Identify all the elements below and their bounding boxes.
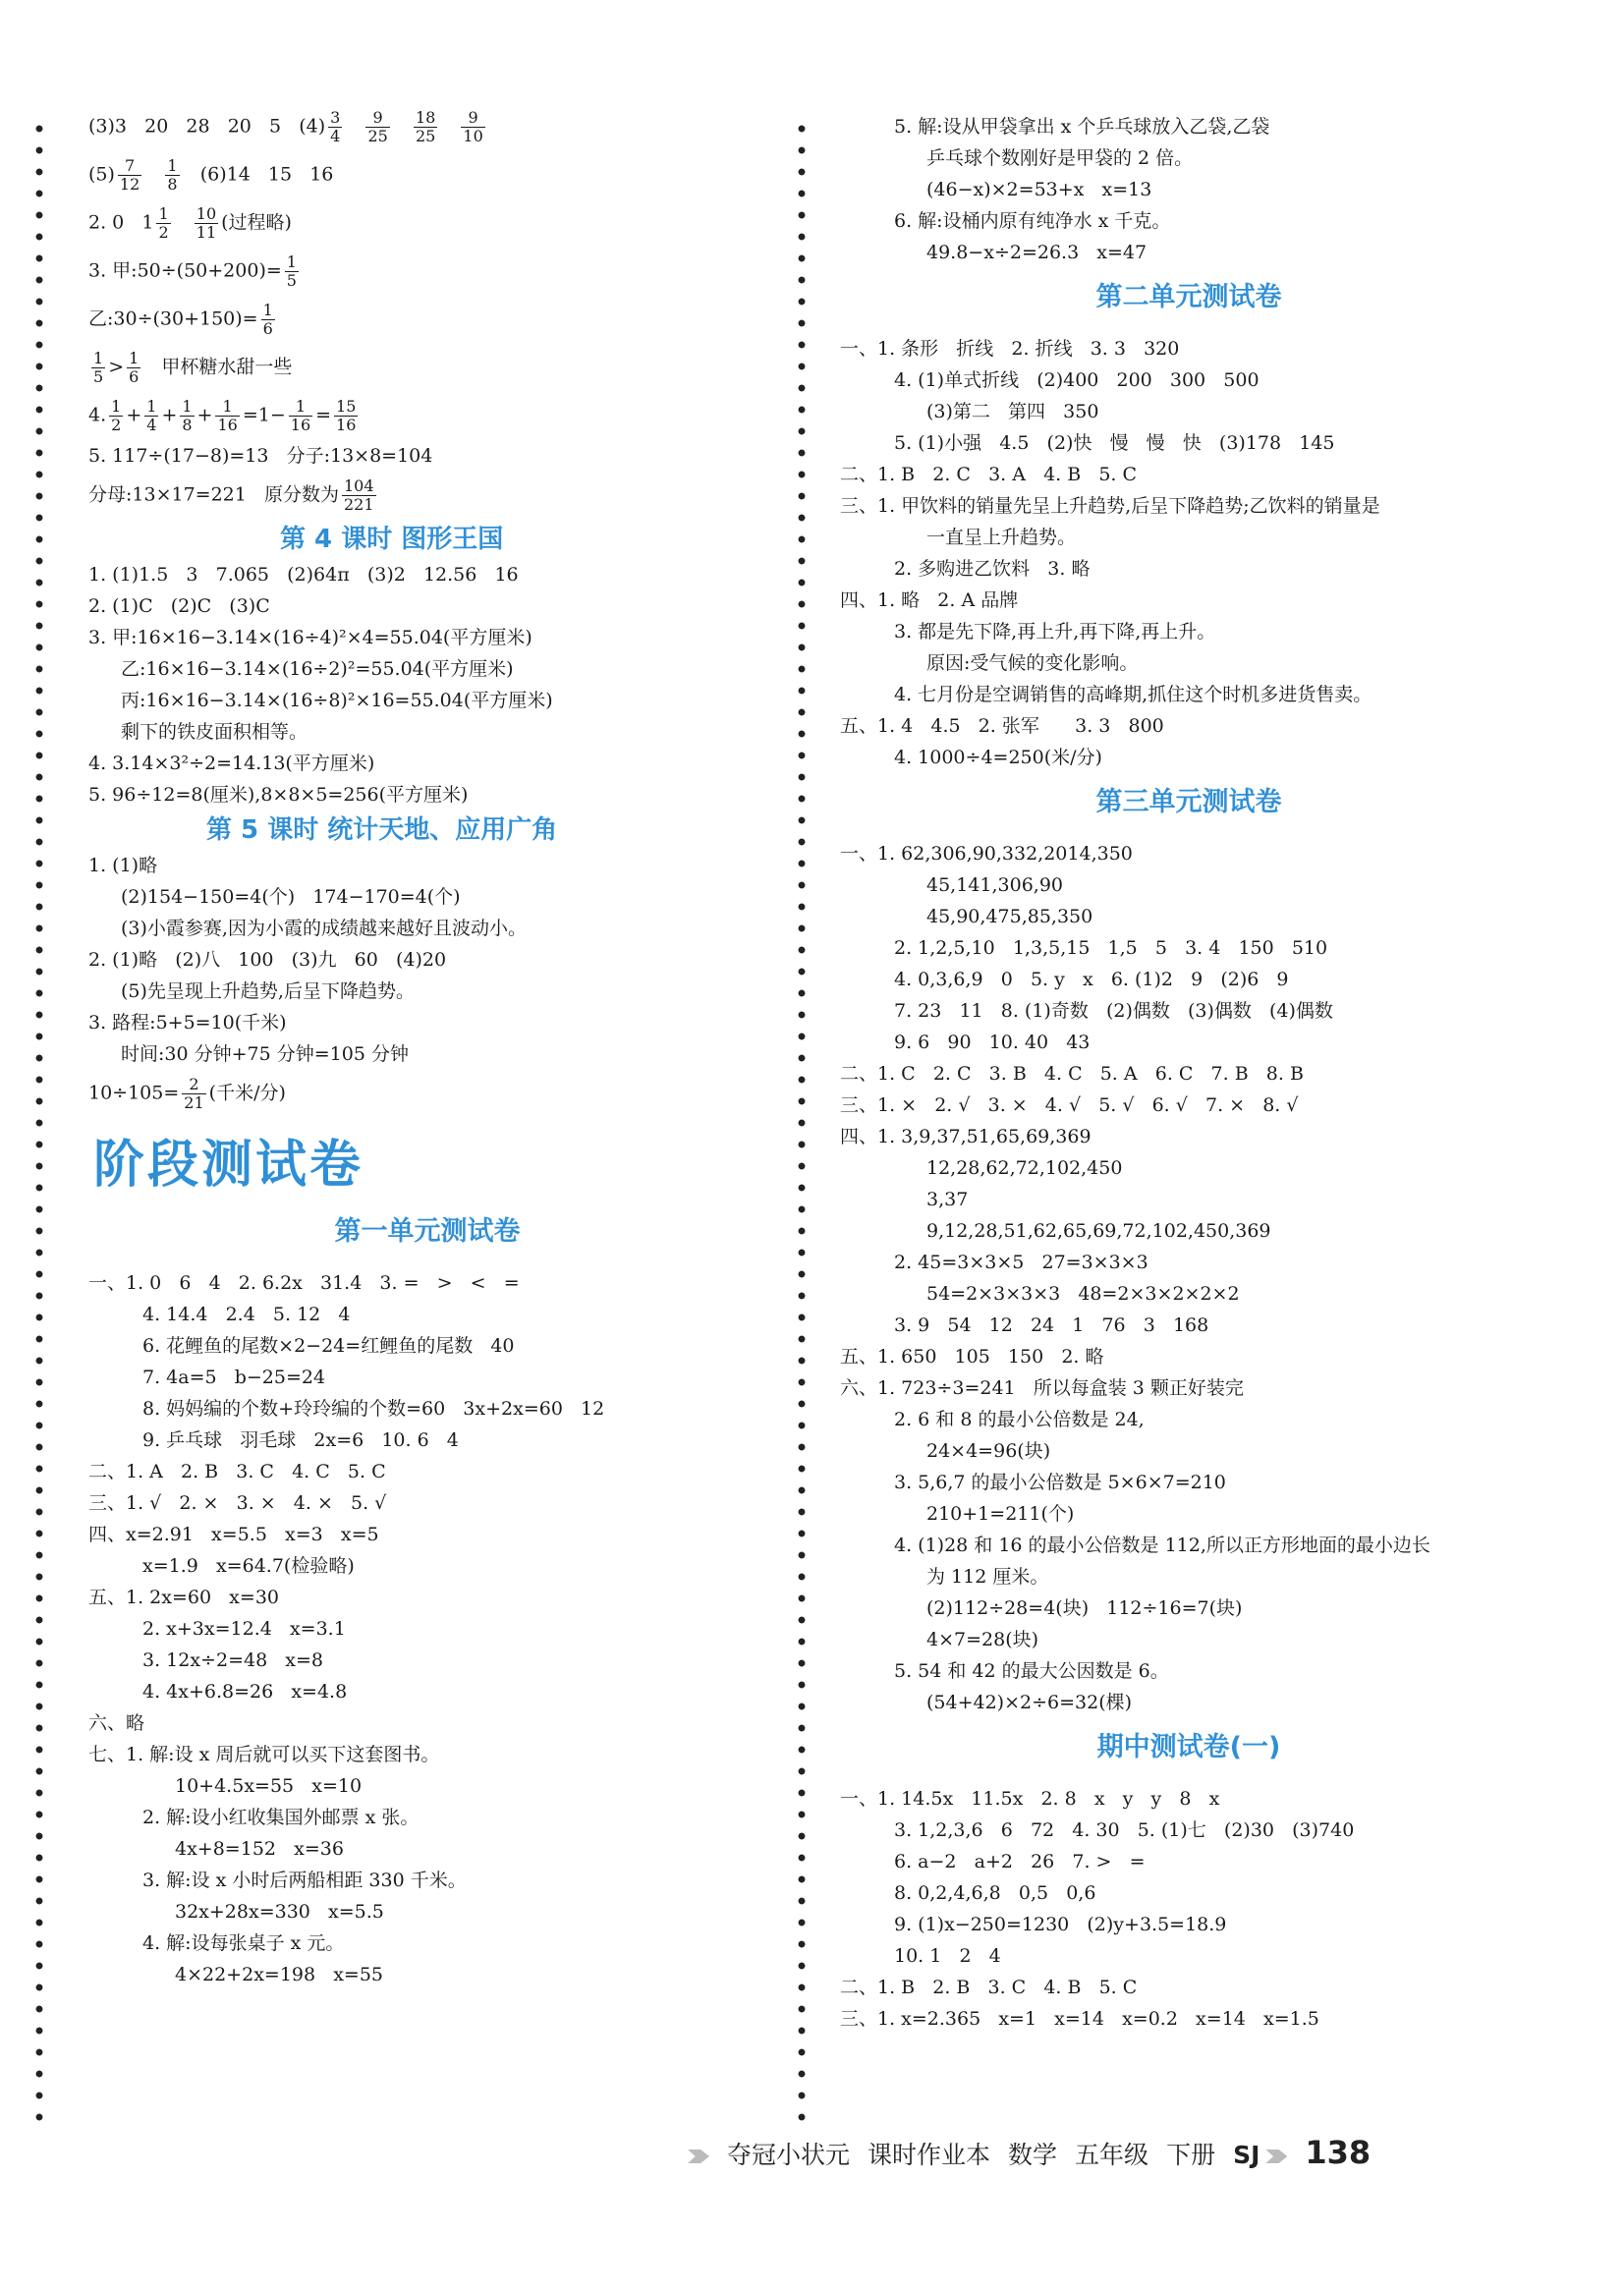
lesson-5-heading: 第 5 课时 统计天地、应用广角 xyxy=(206,815,558,845)
grade: 五年级 xyxy=(1075,2141,1149,2169)
answer-line: 4. 1000÷4=250(米/分) xyxy=(894,747,1102,768)
answer-line: 9,12,28,51,62,65,69,72,102,450,369 xyxy=(926,1220,1271,1242)
answer-line: 分母:13×17=221 原分数为 $\frac{104}{221}$ xyxy=(88,476,374,514)
answer-line: 乒乓球个数刚好是甲袋的 2 倍。 xyxy=(926,147,1194,169)
answer-line: 三、1. × 2. √ 3. × 4. √ 5. √ 6. √ 7. × 8. √ xyxy=(840,1094,1299,1116)
answer-line: 10+4.5x=55 x=10 xyxy=(175,1775,363,1797)
fraction: $\frac{1}{6}$ xyxy=(262,301,273,338)
answer-line: 4. (1)单式折线 (2)400 200 300 500 xyxy=(894,369,1260,391)
answer-line: 五、1. 4 4.5 2. 张军 3. 3 800 xyxy=(840,715,1164,737)
fraction: $\frac{1}{8}$ xyxy=(182,397,193,434)
answer-line: 4. 解:设每张桌子 x 元。 xyxy=(142,1932,345,1954)
fraction: $\frac{15}{16}$ xyxy=(336,397,357,434)
fraction: $\frac{1}{16}$ xyxy=(290,397,311,434)
answer-line: 6. 解:设桶内原有纯净水 x 千克。 xyxy=(894,210,1171,232)
answer-line: 一、1. 0 6 4 2. 6.2x 31.4 3. = > < = xyxy=(88,1272,520,1294)
answer-line: (3)小霞参赛,因为小霞的成绩越来越好且波动小。 xyxy=(121,918,527,939)
binding-dots-left xyxy=(35,118,43,2132)
fraction: $\frac{10}{11}$ xyxy=(196,204,217,242)
answer-line: 32x+28x=330 x=5.5 xyxy=(175,1901,384,1923)
answer-line: 二、1. B 2. C 3. A 4. B 5. C xyxy=(840,464,1138,485)
fraction: $\frac{1}{5}$ xyxy=(93,349,104,386)
fraction: $\frac{7}{12}$ xyxy=(119,156,140,194)
answer-line: 3. 都是先下降,再上升,再下降,再上升。 xyxy=(894,621,1216,642)
lesson-4-heading: 第 4 课时 图形王国 xyxy=(280,525,504,554)
answer-line: 2. 多购进乙饮料 3. 略 xyxy=(894,558,1091,580)
answer-line: (5)先呈现上升趋势,后呈下降趋势。 xyxy=(121,980,415,1002)
fraction: $\frac{1}{8}$ xyxy=(167,156,178,194)
answer-line: 3. 解:设 x 小时后两船相距 330 千米。 xyxy=(142,1870,467,1891)
answer-line: 2. (1)略 (2)八 100 (3)九 60 (4)20 xyxy=(88,949,447,971)
answer-line: 3. 甲:16×16−3.14×(16÷4)²×4=55.04(平方厘米) xyxy=(88,627,532,648)
answer-line: 24×4=96(块) xyxy=(926,1440,1051,1462)
answer-line: 五、1. 2x=60 x=30 xyxy=(88,1587,279,1608)
answer-line: 2. 45=3×3×5 27=3×3×3 xyxy=(894,1252,1148,1273)
answer-line: $\frac{1}{5}$ > $\frac{1}{6}$ 甲杯糖水甜一些 xyxy=(93,349,293,386)
answer-line: 2. (1)C (2)C (3)C xyxy=(88,595,270,617)
answer-line: 7. 4a=5 b−25=24 xyxy=(142,1367,326,1388)
answer-line: (46−x)×2=53+x x=13 xyxy=(926,179,1152,200)
answer-line: (5) $\frac{7}{12}$ $\frac{1}{8}$ (6)14 15 16 xyxy=(88,156,334,194)
unit-3-heading: 第三单元测试卷 xyxy=(1095,787,1282,817)
answer-line: 五、1. 650 105 150 2. 略 xyxy=(840,1346,1104,1368)
answer-line: 二、1. A 2. B 3. C 4. C 5. C xyxy=(88,1461,386,1482)
answer-line: 10÷105= $\frac{2}{21}$ (千米/分) xyxy=(88,1075,286,1112)
fraction: $\frac{1}{16}$ xyxy=(217,397,238,434)
answer-line: 3. 12x÷2=48 x=8 xyxy=(142,1649,324,1671)
answer-line: 5. 96÷12=8(厘米),8×8×5=256(平方厘米) xyxy=(88,784,469,806)
answer-line: (3)3 20 28 20 5 (4) $\frac{3}{4}$ $\frac{9}{25}$ $\frac{18}{25}$ $\frac{9}{10}$ xyxy=(88,108,483,145)
fraction: $\frac{1}{4}$ xyxy=(146,397,157,434)
answer-line: 6. 花鲤鱼的尾数×2−24=红鲤鱼的尾数 40 xyxy=(142,1335,515,1357)
answer-line: 乙:16×16−3.14×(16÷2)²=55.04(平方厘米) xyxy=(121,658,514,680)
answer-line: 1. (1)略 xyxy=(88,855,158,876)
answer-line: 四、1. 3,9,37,51,65,69,369 xyxy=(840,1126,1092,1147)
fraction: $\frac{9}{10}$ xyxy=(463,108,483,145)
answer-line: 9. 6 90 10. 40 43 xyxy=(894,1032,1091,1053)
page-footer xyxy=(688,2134,1572,2171)
answer-line: 45,141,306,90 xyxy=(926,874,1064,896)
answer-line: 9. (1)x−250=1230 (2)y+3.5=18.9 xyxy=(894,1914,1227,1935)
answer-line: 六、1. 723÷3=241 所以每盒装 3 颗正好装完 xyxy=(840,1377,1244,1399)
answer-line: 三、1. √ 2. × 3. × 4. × 5. √ xyxy=(88,1492,387,1514)
answer-line: 二、1. C 2. C 3. B 4. C 5. A 6. C 7. B 8. B xyxy=(840,1063,1304,1085)
fraction: $\frac{1}{2}$ xyxy=(111,397,122,434)
answer-line: 4. 4x+6.8=26 x=4.8 xyxy=(142,1681,348,1703)
answer-line: 4. $\frac{1}{2}$ + $\frac{1}{4}$ + $\frac{1}{8}$ + $\frac{1}{16}$ =1− $\frac{1}{16}$ = $\frac{15}{16}$ xyxy=(88,397,357,434)
answer-line: 8. 妈妈编的个数+玲玲编的个数=60 3x+2x=60 12 xyxy=(142,1398,605,1420)
answer-line: 5. 117÷(17−8)=13 分子:13×8=104 xyxy=(88,445,433,467)
unit-1-heading: 第一单元测试卷 xyxy=(334,1216,521,1247)
answer-line: 六、略 xyxy=(88,1712,145,1734)
answer-line: x=1.9 x=64.7(检验略) xyxy=(142,1555,355,1577)
answer-line: 4. 0,3,6,9 0 5. y x 6. (1)2 9 (2)6 9 xyxy=(894,969,1289,990)
answer-line: 原因:受气候的变化影响。 xyxy=(926,652,1139,674)
answer-line: 时间:30 分钟+75 分钟=105 分钟 xyxy=(121,1043,409,1065)
answer-line: 4. 3.14×3²÷2=14.13(平方厘米) xyxy=(88,753,375,774)
midterm-heading: 期中测试卷(一) xyxy=(1096,1732,1281,1762)
answer-line: 4x+8=152 x=36 xyxy=(175,1838,344,1860)
page-number: 138 xyxy=(1305,2134,1372,2171)
answer-line: 四、x=2.91 x=5.5 x=3 x=5 xyxy=(88,1524,379,1545)
fraction: $\frac{1}{5}$ xyxy=(286,252,297,290)
fraction: $\frac{18}{25}$ xyxy=(415,108,436,145)
answer-line: 2. 1,2,5,10 1,3,5,15 1,5 5 3. 4 150 510 xyxy=(894,937,1328,959)
answer-line: 七、1. 解:设 x 周后就可以买下这套图书。 xyxy=(88,1744,440,1765)
volume: 下册 xyxy=(1166,2141,1216,2169)
answer-line: 丙:16×16−3.14×(16÷8)²×16=55.04(平方厘米) xyxy=(121,690,553,711)
stage-test-heading: 阶段测试卷 xyxy=(93,1136,364,1195)
answer-line: 2. x+3x=12.4 x=3.1 xyxy=(142,1618,346,1640)
answer-line: (2)154−150=4(个) 174−170=4(个) xyxy=(121,886,461,908)
answer-line: 二、1. B 2. B 3. C 4. B 5. C xyxy=(840,1977,1138,1998)
answer-line: 2. 6 和 8 的最小公倍数是 24, xyxy=(894,1409,1145,1430)
answer-line: (54+42)×2÷6=32(棵) xyxy=(926,1692,1133,1713)
fraction: $\frac{9}{25}$ xyxy=(367,108,388,145)
brand-name: 夺冠小状元 xyxy=(727,2141,851,2169)
answer-line: 三、1. x=2.365 x=1 x=14 x=0.2 x=14 x=1.5 xyxy=(840,2008,1319,2030)
answer-line: 2. 解:设小红收集国外邮票 x 张。 xyxy=(142,1807,420,1828)
answer-line: 12,28,62,72,102,450 xyxy=(926,1157,1123,1179)
answer-line: 5. 解:设从甲袋拿出 x 个乒乓球放入乙袋,乙袋 xyxy=(894,116,1270,138)
answer-line: 4×7=28(块) xyxy=(926,1629,1039,1650)
answer-line: 54=2×3×3×3 48=2×3×2×2×2 xyxy=(926,1283,1240,1305)
answer-line: 49.8−x÷2=26.3 x=47 xyxy=(926,242,1148,263)
answer-line: (2)112÷28=4(块) 112÷16=7(块) xyxy=(926,1597,1243,1619)
arrow-icon xyxy=(688,2150,709,2163)
arrow-icon xyxy=(1265,2150,1287,2163)
answer-line: 四、1. 略 2. A 品牌 xyxy=(840,589,1019,611)
answer-line: 10. 1 2 4 xyxy=(894,1945,1001,1967)
answer-line: 3,37 xyxy=(926,1189,969,1210)
answer-line: 一、1. 14.5x 11.5x 2. 8 x y y 8 x xyxy=(840,1788,1220,1810)
answer-line: 4×22+2x=198 x=55 xyxy=(175,1964,384,1985)
answer-line: 剩下的铁皮面积相等。 xyxy=(121,721,308,743)
answer-line: 1. (1)1.5 3 7.065 (2)64π (3)2 12.56 16 xyxy=(88,564,519,586)
answer-line: 3. 路程:5+5=10(千米) xyxy=(88,1012,287,1033)
answer-line: 6. a−2 a+2 26 7. > = xyxy=(894,1851,1146,1872)
answer-line: 为 112 厘米。 xyxy=(926,1566,1049,1588)
answer-line: 一、1. 条形 折线 2. 折线 3. 3 320 xyxy=(840,338,1180,360)
answer-line: 3. 1,2,3,6 6 72 4. 30 5. (1)七 (2)30 (3)740 xyxy=(894,1819,1355,1841)
answer-line: (3)第二 第四 350 xyxy=(926,401,1099,422)
answer-line: 3. 9 54 12 24 1 76 3 168 xyxy=(894,1314,1209,1336)
subject: 数学 xyxy=(1008,2141,1058,2169)
fraction: $\frac{104}{221}$ xyxy=(343,476,374,514)
answer-line: 一直呈上升趋势。 xyxy=(926,527,1077,548)
fraction: $\frac{1}{2}$ xyxy=(158,204,169,242)
answer-line: 4. 14.4 2.4 5. 12 4 xyxy=(142,1304,351,1325)
fraction: $\frac{2}{21}$ xyxy=(184,1075,204,1112)
answer-line: 一、1. 62,306,90,332,2014,350 xyxy=(840,843,1133,865)
answer-line: 4. 七月份是空调销售的高峰期,抓住这个时机多进货售卖。 xyxy=(894,684,1372,705)
answer-line: 9. 乒乓球 羽毛球 2x=6 10. 6 4 xyxy=(142,1429,459,1451)
book-name: 课时作业本 xyxy=(868,2141,991,2169)
edition: SJ xyxy=(1233,2141,1260,2169)
unit-2-heading: 第二单元测试卷 xyxy=(1095,282,1282,312)
fraction: $\frac{3}{4}$ xyxy=(330,108,341,145)
answer-line: 三、1. 甲饮料的销量先呈上升趋势,后呈下降趋势;乙饮料的销量是 xyxy=(840,495,1380,517)
answer-line: 8. 0,2,4,6,8 0,5 0,6 xyxy=(894,1882,1096,1904)
fraction: $\frac{1}{6}$ xyxy=(129,349,140,386)
left-column xyxy=(88,103,766,1990)
answer-line: 5. (1)小强 4.5 (2)快 慢 慢 快 (3)178 145 xyxy=(894,432,1335,454)
answer-line: 45,90,475,85,350 xyxy=(926,906,1093,927)
answer-line: 2. 0 1 $\frac{1}{2}$ $\frac{10}{11}$ (过程略) xyxy=(88,204,292,242)
answer-line: 乙:30÷(30+150)= $\frac{1}{6}$ xyxy=(88,301,273,338)
answer-line: 7. 23 11 8. (1)奇数 (2)偶数 (3)偶数 (4)偶数 xyxy=(894,1000,1333,1022)
answer-line: 3. 5,6,7 的最小公倍数是 5×6×7=210 xyxy=(894,1472,1226,1493)
right-column xyxy=(840,111,1538,2035)
answer-line: 3. 甲:50÷(50+200)= $\frac{1}{5}$ xyxy=(88,252,297,290)
answer-line: 4. (1)28 和 16 的最小公倍数是 112,所以正方形地面的最小边长 xyxy=(894,1535,1430,1556)
answer-line: 210+1=211(个) xyxy=(926,1503,1075,1525)
binding-dots-middle xyxy=(798,118,806,2132)
answer-line: 5. 54 和 42 的最大公因数是 6。 xyxy=(894,1660,1169,1682)
